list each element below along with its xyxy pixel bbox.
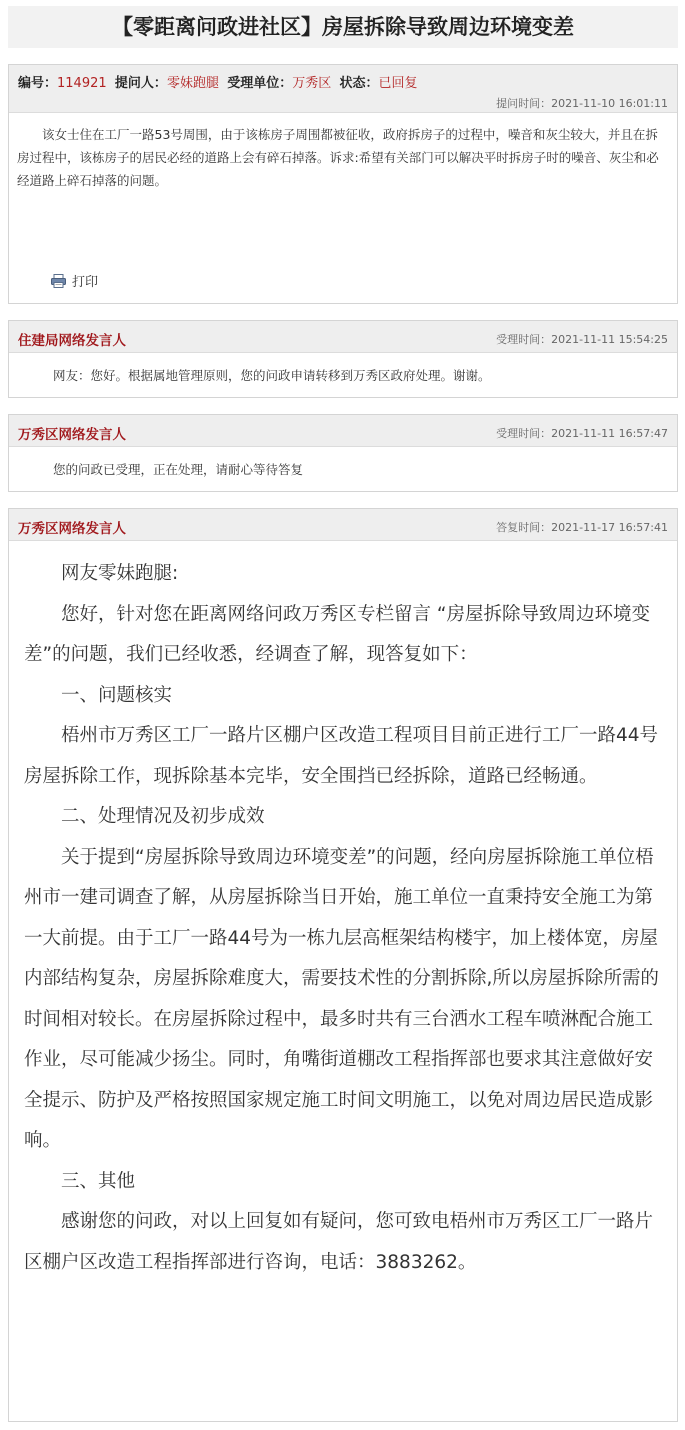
final-reply-box	[8, 508, 678, 1422]
reply-paragraph: 关于提到“房屋拆除导致周边环境变差”的问题，经向房屋拆除施工单位梧州市一建司调查了解，从房屋拆除当日开始，施工单位一直秉持安全施工为第一大前提。由于工厂一路44号为一栋九层高框架结构楼宇，加上楼体宽，房屋内部结构复杂，房屋拆除难度大，需要技术性的分割拆除,所以房屋拆除所需的时间相对较长。在房屋拆除过程中，最多时共有三台洒水工程车喷淋配合施工作业，尽可能减少扬尘。同时，角嘴街道棚改工程指挥部也要求其注意做好安全提示、防护及严格按照国家规定施工时间文明施工，以免对周边居民造成影响。	[24, 846, 659, 1151]
question-box	[8, 64, 678, 304]
question-time: 提问时间：2021-11-10 16:01:11	[496, 97, 668, 110]
page-title: 【零距离问政进社区】房屋拆除导致周边环境变差	[8, 6, 678, 48]
question-content-text: 该女士住在工厂一路53号周围，由于该栋房子周围都被征收，政府拆房子的过程中，噪音和灰尘较大，并且在拆房过程中，该栋房子的居民必经的道路上会有碎石掉落。诉求:希望有关部门可以解决平时拆房子时的噪音、灰尘和必经道路上碎石掉落的问题。	[17, 127, 659, 188]
reply-greeting: 网友零妹跑腿:	[61, 563, 179, 584]
question-meta	[18, 72, 418, 91]
printer-icon	[51, 274, 66, 288]
reply-box	[8, 320, 678, 398]
unit-link[interactable]: 万秀区	[292, 76, 332, 91]
reply-author: 住建局网络发言人	[18, 333, 126, 349]
reply-time: 答复时间：2021-11-17 16:57:41	[496, 521, 668, 534]
final-reply-content	[24, 554, 665, 1283]
question-header	[9, 65, 677, 113]
question-content	[17, 123, 669, 192]
status-badge: 已回复	[378, 76, 418, 91]
reply-section-heading: 三、其他	[61, 1170, 136, 1192]
reply-paragraph: 感谢您的问政，对以上回复如有疑问，您可致电梧州市万秀区工厂一路片区棚户区改造工程指挥部进行咨询，电话：3883262。	[24, 1211, 654, 1273]
reply-header	[9, 321, 677, 353]
reply-paragraph: 梧州市万秀区工厂一路片区棚户区改造工程项目目前正进行工厂一路44号房屋拆除工作，现拆除基本完毕，安全围挡已经拆除，道路已经畅通。	[24, 725, 659, 787]
reply-header	[9, 415, 677, 447]
status-label: 状态：	[339, 76, 379, 91]
asker-link[interactable]: 零妹跑腿	[166, 76, 219, 91]
reply-author: 万秀区网络发言人	[18, 521, 126, 537]
unit-label: 受理单位：	[227, 76, 293, 91]
reply-section-heading: 一、问题核实	[61, 684, 173, 706]
reply-header	[9, 509, 677, 541]
reply-box	[8, 414, 678, 492]
reply-time: 受理时间：2021-11-11 16:57:47	[496, 427, 668, 440]
question-id: 114921	[57, 76, 107, 91]
reply-author: 万秀区网络发言人	[18, 427, 126, 443]
reply-content: 网友：您好。根据属地管理原则，您的问政申请转移到万秀区政府处理。谢谢。	[53, 368, 491, 383]
reply-time: 受理时间：2021-11-11 15:54:25	[496, 333, 668, 346]
asker-label: 提问人：	[114, 76, 167, 91]
id-label: 编号：	[18, 76, 58, 91]
reply-section-heading: 二、处理情况及初步成效	[61, 806, 265, 827]
reply-paragraph: 您好，针对您在距离网络问政万秀区专栏留言 “房屋拆除导致周边环境变差”的问题，我们已经收悉，经调查了解，现答复如下：	[24, 603, 650, 665]
print-label: 打印	[72, 275, 99, 290]
print-button[interactable]	[51, 271, 98, 290]
reply-content: 您的问政已受理，正在处理，请耐心等待答复	[53, 462, 304, 477]
